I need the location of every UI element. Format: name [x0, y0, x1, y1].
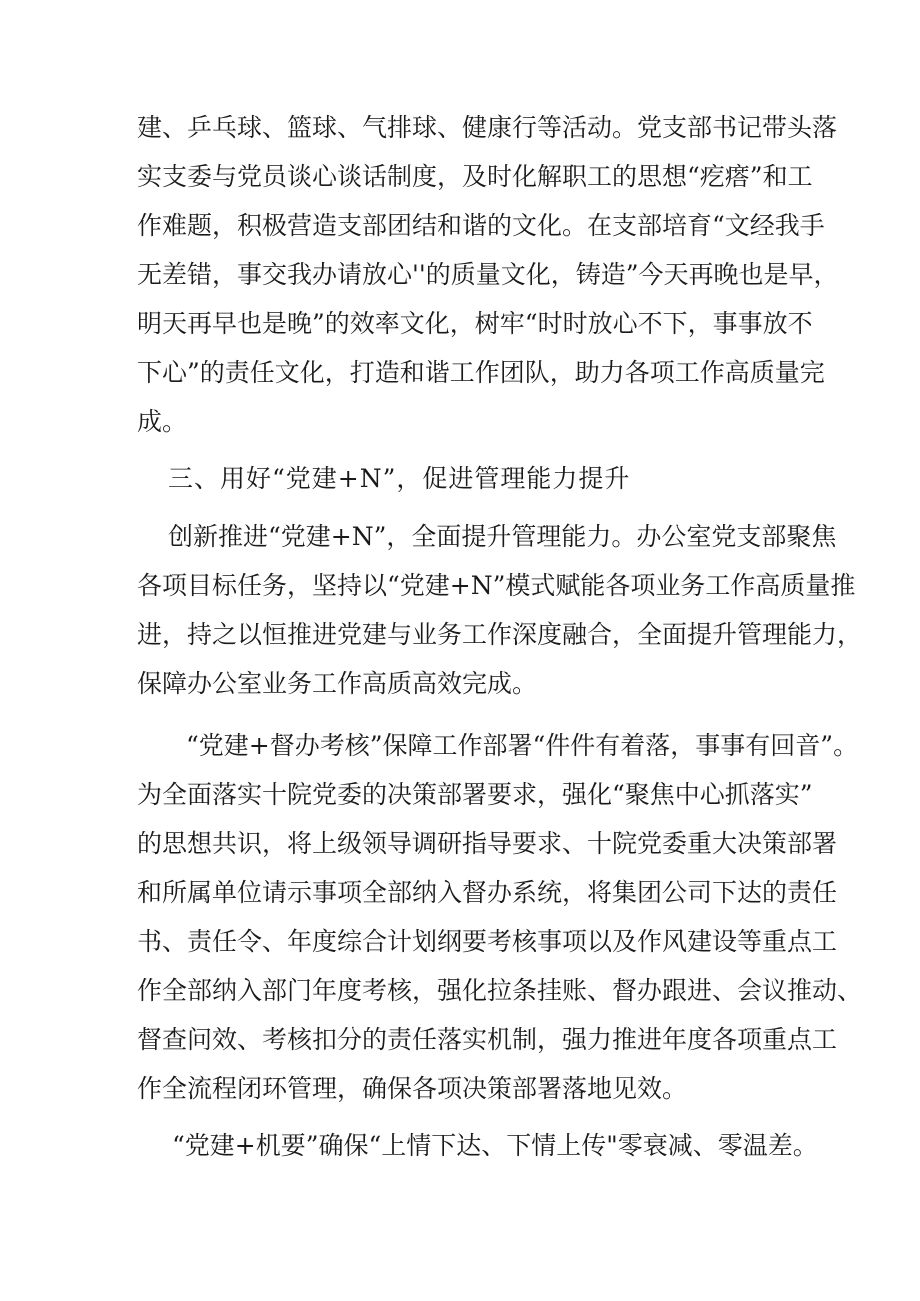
paragraph-3-line-3: 的思想共识，将上级领导调研指导要求、十院党委重大决策部署 — [137, 829, 838, 858]
paragraph-1-line-3: 作难题，积极营造支部团结和谐的文化。在支部培育“文经我手 — [137, 211, 825, 240]
paragraph-2-line-4: 保障办公室业务工作高质高效完成。 — [137, 669, 538, 698]
paragraph-3-line-1: “党建+督办考核”保障工作部署“件件有着落，事事有回音”。 — [186, 731, 859, 760]
paragraph-3-line-6: 作全部纳入部门年度考核，强化拉条挂账、督办跟进、会议推动、 — [137, 976, 863, 1005]
paragraph-1-line-5: 明天再早也是晚”的效率文化，树牢“时时放心不下，事事放不 — [137, 309, 813, 338]
paragraph-1-line-2: 实支委与党员谈心谈话制度，及时化解职工的思想“疙瘩”和工 — [137, 162, 813, 191]
paragraph-3-line-2: 为全面落实十院党委的决策部署要求，强化“聚焦中心抓落实” — [137, 780, 813, 809]
section-heading: 三、用好“党建+N”，促进管理能力提升 — [168, 464, 631, 493]
paragraph-3-line-5: 书、责任令、年度综合计划纲要考核事项以及作风建设等重点工 — [137, 927, 838, 956]
paragraph-3-line-8: 作全流程闭环管理，确保各项决策部署落地见效。 — [137, 1074, 688, 1103]
paragraph-2-line-2: 各项目标任务，坚持以“党建+N”模式赋能各项业务工作高质量推 — [137, 571, 856, 600]
paragraph-3-line-7: 督查问效、考核扣分的责任落实机制，强力推进年度各项重点工 — [137, 1025, 838, 1054]
paragraph-3-line-4: 和所属单位请示事项全部纳入督办系统，将集团公司下达的责任 — [137, 878, 838, 907]
paragraph-2-line-3: 进，持之以恒推进党建与业务工作深度融合，全面提升管理能力， — [137, 620, 863, 649]
paragraph-1-line-6: 下心”的责任文化，打造和谐工作团队，助力各项工作高质量完 — [137, 358, 825, 387]
paragraph-1-line-7: 成。 — [137, 407, 188, 436]
paragraph-2-line-1: 创新推进“党建+N”，全面提升管理能力。办公室党支部聚焦 — [168, 522, 837, 551]
paragraph-1-line-1: 建、乒乓球、篮球、气排球、健康行等活动。党支部书记带头落 — [137, 113, 838, 142]
paragraph-4-line-1: “党建+机要”确保“上情下达、下情上传"零衰减、零温差。 — [172, 1131, 818, 1160]
paragraph-1-line-4: 无差错，事交我办请放心''的质量文化，铸造”今天再晚也是早， — [137, 260, 839, 289]
